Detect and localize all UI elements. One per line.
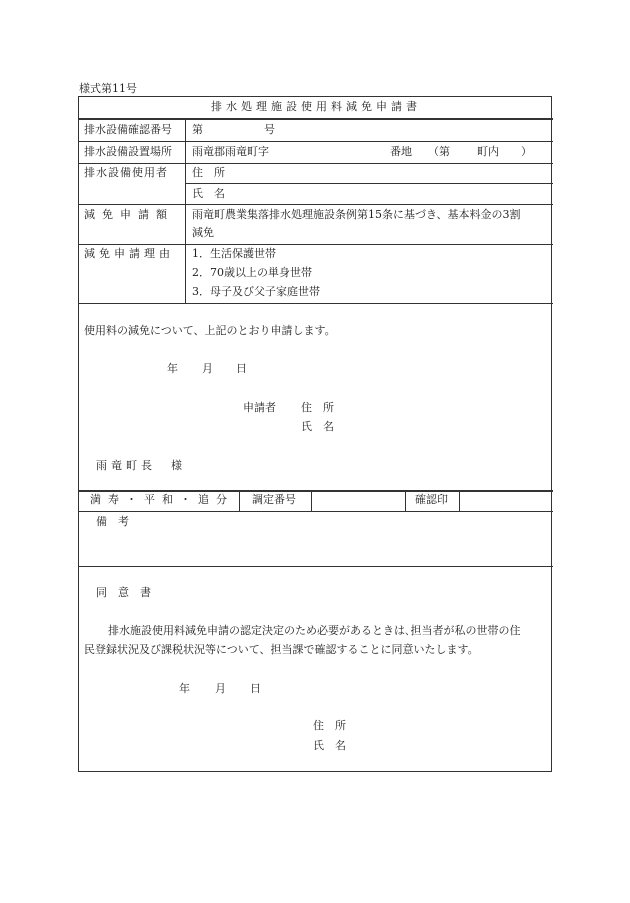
- location-dai: （第: [428, 145, 450, 158]
- user-name-label: 氏 名: [192, 187, 225, 200]
- application-form: [78, 96, 552, 772]
- consent-date-month: 月: [215, 682, 226, 695]
- consent-date-year: 年: [179, 682, 190, 695]
- reason-item: 1．生活保護世帯: [192, 247, 276, 260]
- confirm-no-suffix: 号: [264, 123, 275, 136]
- divider: [239, 491, 240, 512]
- divider: [79, 490, 553, 492]
- location-value: 雨竜郡雨竜町字: [192, 145, 269, 158]
- divider: [79, 303, 553, 304]
- reason-label: 減免申請理由: [84, 247, 174, 260]
- amount-label: 減免申請額: [84, 208, 174, 221]
- date-year: 年: [167, 362, 178, 375]
- consent-title: 同 意 書: [96, 586, 151, 599]
- location-chonai: 町内 ）: [477, 145, 532, 158]
- applicant-name-label: 氏 名: [301, 420, 334, 433]
- divider: [79, 566, 553, 567]
- declaration-text: 使用料の減免について、上記のとおり申請します。: [84, 324, 336, 337]
- reason-item: 3．母子及び父子家庭世帯: [192, 285, 320, 298]
- amount-line2: 減免: [192, 226, 214, 239]
- confirm-no-label: 排水設備確認番号: [84, 123, 172, 136]
- consent-address-label: 住 所: [313, 719, 346, 732]
- applicant-label: 申請者: [243, 401, 276, 414]
- confirm-no-prefix: 第: [192, 123, 203, 136]
- applicant-address-label: 住 所: [301, 401, 334, 414]
- consent-body-line1: 排水施設使用料減免申請の認定決定のため必要があるときは､担当者が私の世帯の住: [108, 624, 521, 637]
- adjust-no-label: 調定番号: [252, 493, 296, 506]
- divider: [79, 244, 553, 245]
- divider: [79, 163, 553, 164]
- divider: [185, 183, 553, 184]
- consent-name-label: 氏 名: [313, 739, 346, 752]
- addressee: 雨竜町長 様: [96, 459, 186, 472]
- user-label: 排水設備使用者: [84, 166, 168, 179]
- divider: [79, 511, 553, 512]
- divider: [405, 491, 406, 512]
- divider: [79, 141, 553, 142]
- office-categories: 満寿・平和・追分: [90, 493, 234, 506]
- reason-item: 2．70歳以上の単身世帯: [192, 266, 312, 279]
- divider: [311, 491, 312, 512]
- form-number: 様式第11号: [79, 82, 137, 95]
- divider: [459, 491, 460, 512]
- user-address-label: 住 所: [192, 166, 225, 179]
- confirm-seal-label: 確認印: [415, 493, 448, 506]
- location-banchi: 番地: [390, 145, 412, 158]
- divider: [79, 204, 553, 205]
- divider: [185, 119, 186, 304]
- date-day: 日: [236, 362, 247, 375]
- divider: [79, 118, 553, 120]
- remarks-label: 備 考: [96, 515, 129, 528]
- consent-body-line2: 民登録状況及び課税状況等について、担当課で確認することに同意いたします。: [84, 643, 479, 656]
- date-month: 月: [202, 362, 213, 375]
- consent-date-day: 日: [250, 682, 261, 695]
- amount-line1: 雨竜町農業集落排水処理施設条例第15条に基づき、基本料金の3割: [192, 208, 521, 221]
- location-label: 排水設備設置場所: [84, 145, 172, 158]
- form-title: 排水処理施設使用料減免申請書: [211, 100, 421, 113]
